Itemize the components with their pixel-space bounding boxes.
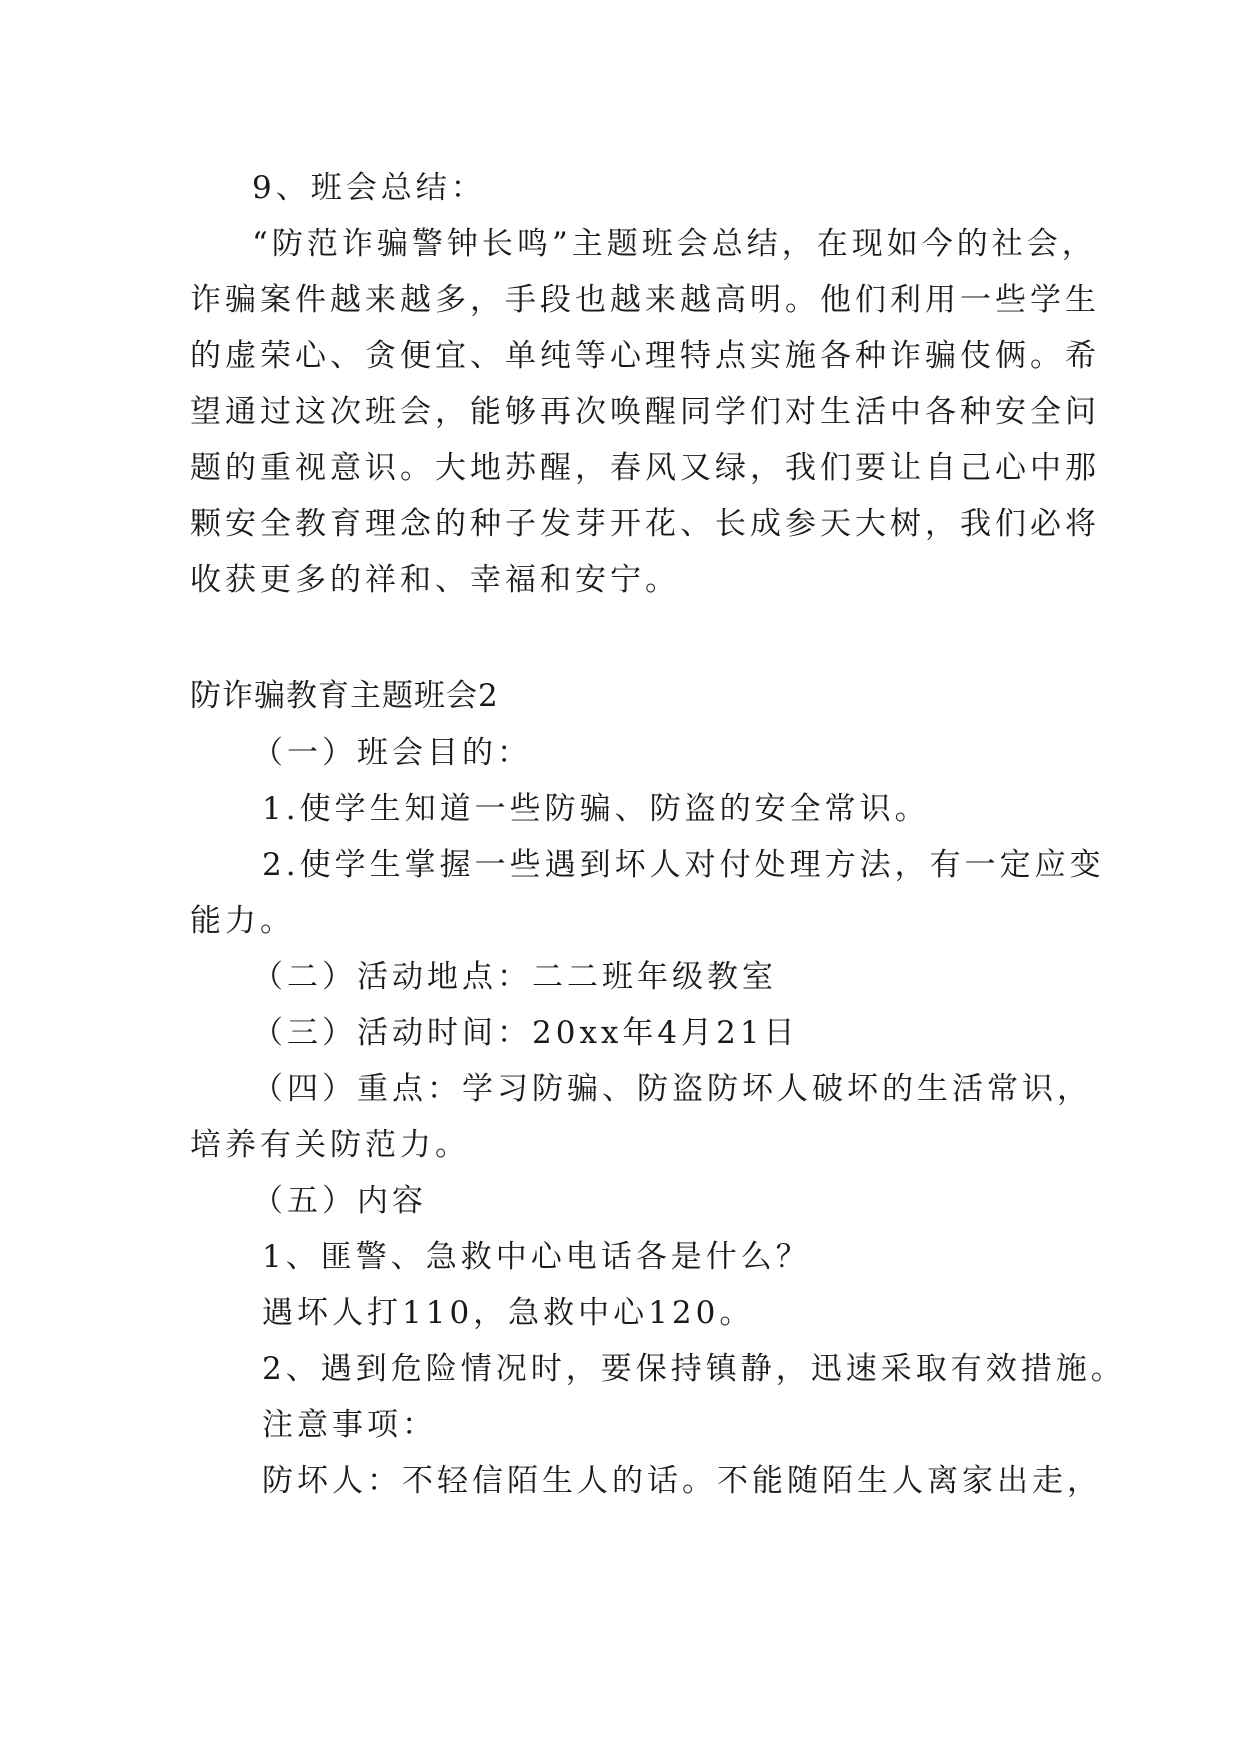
paragraph-line: 收获更多的祥和、幸福和安宁。 [190,562,680,598]
paragraph-line: 2.使学生掌握一些遇到坏人对付处理方法，有一定应变 [262,847,1105,883]
paragraph-line: 培养有关防范力。 [190,1127,470,1163]
section-title: 防诈骗教育主题班会2 [190,678,499,714]
paragraph-line: 2、遇到危险情况时，要保持镇静，迅速采取有效措施。 [262,1351,1126,1387]
paragraph-line: 遇坏人打110，急救中心120。 [262,1295,755,1331]
paragraph-line: 1.使学生知道一些防骗、防盗的安全常识。 [262,791,930,827]
paragraph-line: 1、匪警、急救中心电话各是什么？ [262,1239,811,1275]
section-heading-summary: 9、班会总结： [252,170,486,206]
paragraph-line: （三）活动时间：20xx年4月21日 [252,1015,799,1051]
paragraph-line: （一）班会目的： [252,735,532,771]
paragraph-line: 防坏人：不轻信陌生人的话。不能随陌生人离家出走， [262,1463,1102,1499]
paragraph-line: 题的重视意识。大地苏醒，春风又绿，我们要让自己心中那 [190,450,1100,486]
paragraph-line: 注意事项： [262,1407,437,1443]
paragraph-line: 的虚荣心、贪便宜、单纯等心理特点实施各种诈骗伎俩。希 [190,338,1100,374]
paragraph-line: 颗安全教育理念的种子发芽开花、长成参天大树，我们必将 [190,506,1100,542]
paragraph-line: 能力。 [190,903,295,939]
paragraph-line: （五）内容 [252,1183,427,1219]
paragraph-line: （二）活动地点：二二班年级教室 [252,959,777,995]
paragraph-line: （四）重点：学习防骗、防盗防坏人破坏的生活常识， [252,1071,1092,1107]
paragraph-line: 望通过这次班会，能够再次唤醒同学们对生活中各种安全问 [190,394,1100,430]
paragraph-line: “防范诈骗警钟长鸣”主题班会总结，在现如今的社会， [252,226,1097,262]
paragraph-line: 诈骗案件越来越多，手段也越来越高明。他们利用一些学生 [190,282,1100,318]
